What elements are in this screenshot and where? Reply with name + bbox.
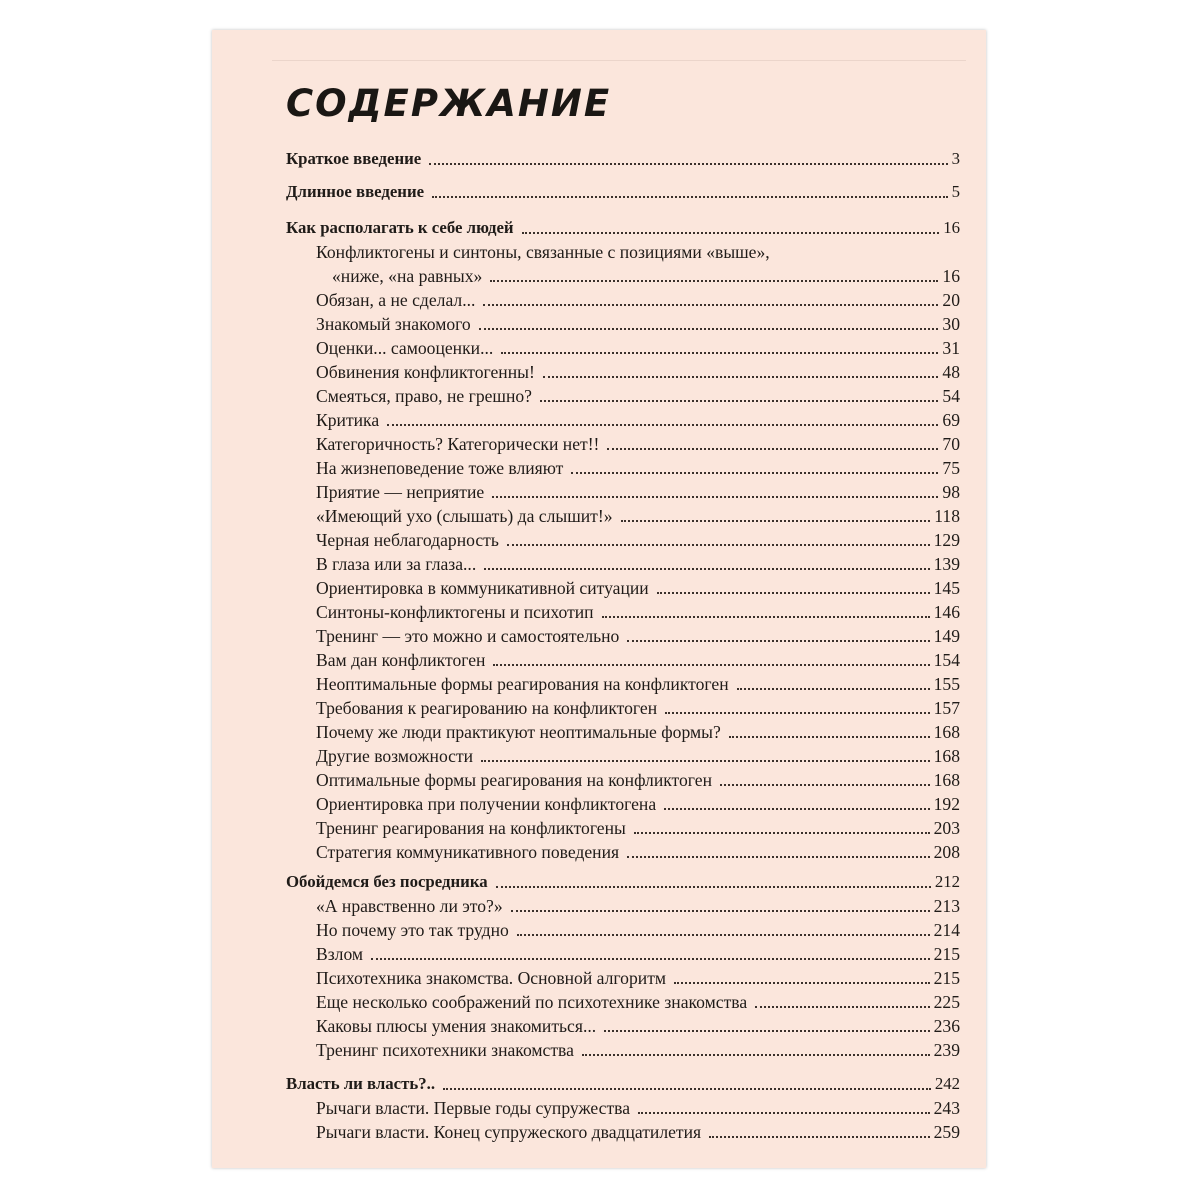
toc-page-number: 259 (933, 1122, 960, 1142)
toc-entry[interactable] (286, 337, 960, 359)
toc-entry[interactable] (286, 481, 960, 503)
dot-leader (493, 663, 929, 666)
toc-entry[interactable] (286, 625, 960, 647)
toc-page-number: 214 (933, 920, 960, 940)
toc-entry[interactable] (286, 1039, 960, 1061)
dot-leader (387, 423, 938, 426)
toc-page-number: 208 (933, 842, 960, 862)
toc-entry-title: Неоптимальные формы реагирования на конфликтоген (316, 674, 729, 694)
dot-leader (720, 783, 930, 786)
dot-leader (582, 1053, 930, 1056)
dot-leader (490, 279, 938, 282)
toc-entry[interactable] (286, 601, 960, 623)
toc-page-number: 30 (942, 314, 960, 334)
toc-page-number: 149 (933, 626, 960, 646)
toc-entry-title: Почему же люди практикуют неоптимальные формы? (316, 722, 721, 742)
toc-entry-title: Обязан, а не сделал... (316, 290, 476, 310)
toc-entry[interactable] (286, 433, 960, 455)
dot-leader (540, 399, 938, 402)
toc-entry-title: Власть ли власть?.. (286, 1074, 436, 1093)
dot-leader (602, 615, 930, 618)
toc-entry-title: Требования к реагированию на конфликтоген (316, 698, 658, 718)
toc-entry-title: Обвинения конфликтогенны! (316, 362, 535, 382)
toc-entry[interactable] (286, 577, 960, 599)
dot-leader (634, 831, 930, 834)
toc-page-number: 118 (934, 506, 960, 526)
toc-page-number: 98 (942, 482, 960, 502)
toc-entry-title: Тренинг реагирования на конфликтогены (316, 818, 626, 838)
bleed-through (272, 38, 966, 61)
dot-leader (755, 1005, 929, 1008)
dot-leader (664, 807, 929, 810)
toc-page-number: 168 (933, 746, 960, 766)
toc-page-number: 5 (951, 182, 960, 201)
dot-leader (483, 303, 938, 306)
dot-leader (674, 981, 930, 984)
toc-entry-title: Как располагать к себе людей (286, 218, 514, 237)
page-title: СОДЕРЖАНИЕ (286, 82, 612, 125)
dot-leader (638, 1111, 930, 1114)
toc-entry[interactable] (286, 1097, 960, 1119)
toc-page-number: 129 (933, 530, 960, 550)
toc-entry[interactable] (286, 721, 960, 743)
toc-page-number: 168 (933, 722, 960, 742)
toc-entry-title: На жизнеповедение тоже влияют (316, 458, 564, 478)
toc-page-number: 16 (943, 218, 960, 237)
toc-entry-title: Каковы плюсы умения знакомиться... (316, 1016, 597, 1036)
toc-entry-title: Длинное введение (286, 182, 425, 201)
toc-entry[interactable] (286, 529, 960, 551)
toc-entry-title: Еще несколько соображений по психотехнике знакомства (316, 992, 748, 1012)
toc-entry-title: Критика (316, 410, 380, 430)
toc-entry[interactable] (286, 919, 960, 941)
toc-entry[interactable] (286, 967, 960, 989)
toc-entry-title: Тренинг — это можно и самостоятельно (316, 626, 620, 646)
dot-leader (543, 375, 939, 378)
toc-entry[interactable] (286, 1121, 960, 1143)
toc-entry-title: Категоричность? Категорически нет!! (316, 434, 600, 454)
toc-entry[interactable] (286, 817, 960, 839)
toc-page-number: 215 (933, 944, 960, 964)
dot-leader (522, 231, 940, 234)
toc-entry-title: Оптимальные формы реагирования на конфликтоген (316, 770, 713, 790)
toc-page-number: 48 (942, 362, 960, 382)
toc-page-number: 225 (933, 992, 960, 1012)
toc-entry-title: Знакомый знакомого (316, 314, 471, 334)
toc-entry[interactable] (286, 745, 960, 767)
toc-page-number: 155 (933, 674, 960, 694)
toc-entry-title: В глаза или за глаза... (316, 554, 477, 574)
toc-page-number: 145 (933, 578, 960, 598)
toc-entry-title: Приятие — неприятие (316, 482, 485, 502)
dot-leader (371, 957, 930, 960)
dot-leader (604, 1029, 929, 1032)
toc-entry-title: Тренинг психотехники знакомства (316, 1040, 574, 1060)
toc-page-number: 243 (933, 1098, 960, 1118)
dot-leader (492, 495, 938, 498)
toc-entry[interactable] (286, 313, 960, 335)
toc-chapter[interactable] (286, 1073, 960, 1095)
dot-leader (511, 909, 930, 912)
toc-page-number: 16 (942, 266, 960, 286)
toc-page-number: 54 (942, 386, 960, 406)
toc-page-number: 157 (933, 698, 960, 718)
toc-page-number: 212 (934, 872, 960, 891)
toc-page-number: 75 (942, 458, 960, 478)
dot-leader (484, 567, 929, 570)
dot-leader (571, 471, 938, 474)
toc-entry-title: «А нравственно ли это?» (316, 896, 503, 916)
toc-entry[interactable] (286, 265, 960, 287)
toc-entry-title: Ориентировка при получении конфликтогена (316, 794, 657, 814)
toc-entry[interactable] (286, 505, 960, 527)
dot-leader (517, 933, 930, 936)
dot-leader (729, 735, 930, 738)
dot-leader (737, 687, 930, 690)
toc-entry-title: «ниже, «на равных» (332, 266, 483, 286)
toc-chapter[interactable] (286, 217, 960, 239)
toc-entry-title: Другие возможности (316, 746, 474, 766)
dot-leader (607, 447, 938, 450)
toc-page-number: 213 (933, 896, 960, 916)
toc-entry-title: Рычаги власти. Первые годы супружества (316, 1098, 631, 1118)
toc-entry-title: Но почему это так трудно (316, 920, 509, 940)
toc-entry-title: Оценки... самооценки... (316, 338, 494, 358)
toc-entry-title: Синтоны-конфликтогены и психотип (316, 602, 594, 622)
dot-leader (507, 543, 930, 546)
toc-entry-title: Стратегия коммуникативного поведения (316, 842, 620, 862)
toc-chapter[interactable] (286, 148, 960, 170)
toc-entry-title: Психотехника знакомства. Основной алгоритм (316, 968, 667, 988)
dot-leader (621, 519, 931, 522)
toc-page-number: 20 (942, 290, 960, 310)
toc-entry[interactable] (286, 673, 960, 695)
dot-leader (432, 195, 948, 198)
dot-leader (709, 1135, 929, 1138)
toc-entry-title: Краткое введение (286, 149, 422, 168)
toc-entry-title: Черная неблагодарность (316, 530, 499, 550)
toc-entry-title: «Имеющий ухо (слышать) да слышит!» (316, 506, 613, 526)
dot-leader (657, 591, 930, 594)
toc-entry[interactable] (286, 385, 960, 407)
toc-page-number: 215 (933, 968, 960, 988)
toc-entry[interactable] (286, 793, 960, 815)
toc-page-number: 236 (933, 1016, 960, 1036)
dot-leader (443, 1087, 931, 1090)
book-page (212, 30, 986, 1168)
toc-entry-title: Вам дан конфликтоген (316, 650, 486, 670)
toc-page-number: 139 (933, 554, 960, 574)
toc-entry[interactable] (286, 769, 960, 791)
toc-page-number: 31 (942, 338, 960, 358)
toc-entry[interactable] (286, 943, 960, 965)
toc-page-number: 242 (934, 1074, 960, 1093)
toc-page-number: 168 (933, 770, 960, 790)
toc-entry[interactable] (286, 991, 960, 1013)
toc-page-number: 69 (942, 410, 960, 430)
toc-page-number: 70 (942, 434, 960, 454)
dot-leader (501, 351, 938, 354)
toc-entry[interactable] (286, 457, 960, 479)
toc-entry-title: Рычаги власти. Конец супружеского двадцатилетия (316, 1122, 702, 1142)
toc-page-number: 192 (933, 794, 960, 814)
toc-page-number: 3 (951, 149, 960, 168)
toc-entry[interactable] (286, 1015, 960, 1037)
toc-page-number: 239 (933, 1040, 960, 1060)
toc-entry[interactable] (286, 409, 960, 431)
toc-entry-title: Взлом (316, 944, 364, 964)
toc-page-number: 154 (933, 650, 960, 670)
toc-entry[interactable] (286, 697, 960, 719)
toc-entry[interactable] (286, 895, 960, 917)
toc-entry[interactable] (286, 361, 960, 383)
toc-entry-title: Обойдемся без посредника (286, 872, 488, 891)
dot-leader (496, 885, 931, 888)
dot-leader (627, 855, 930, 858)
dot-leader (627, 639, 929, 642)
toc-entry[interactable] (286, 553, 960, 575)
dot-leader (665, 711, 929, 714)
dot-leader (479, 327, 939, 330)
dot-leader (481, 759, 930, 762)
toc-entry-title: Смеяться, право, не грешно? (316, 386, 532, 406)
dot-leader (429, 162, 947, 165)
toc-entry[interactable] (286, 649, 960, 671)
toc-page-number: 146 (933, 602, 960, 622)
toc-page-number: 203 (933, 818, 960, 838)
toc-chapter[interactable] (286, 181, 960, 203)
toc-entry-text: Конфликтогены и синтоны, связанные с позициями «выше», (316, 242, 770, 262)
toc-entry[interactable] (286, 289, 960, 311)
toc-entry-title: Ориентировка в коммуникативной ситуации (316, 578, 649, 598)
toc-entry[interactable] (286, 841, 960, 863)
toc-chapter[interactable] (286, 871, 960, 893)
